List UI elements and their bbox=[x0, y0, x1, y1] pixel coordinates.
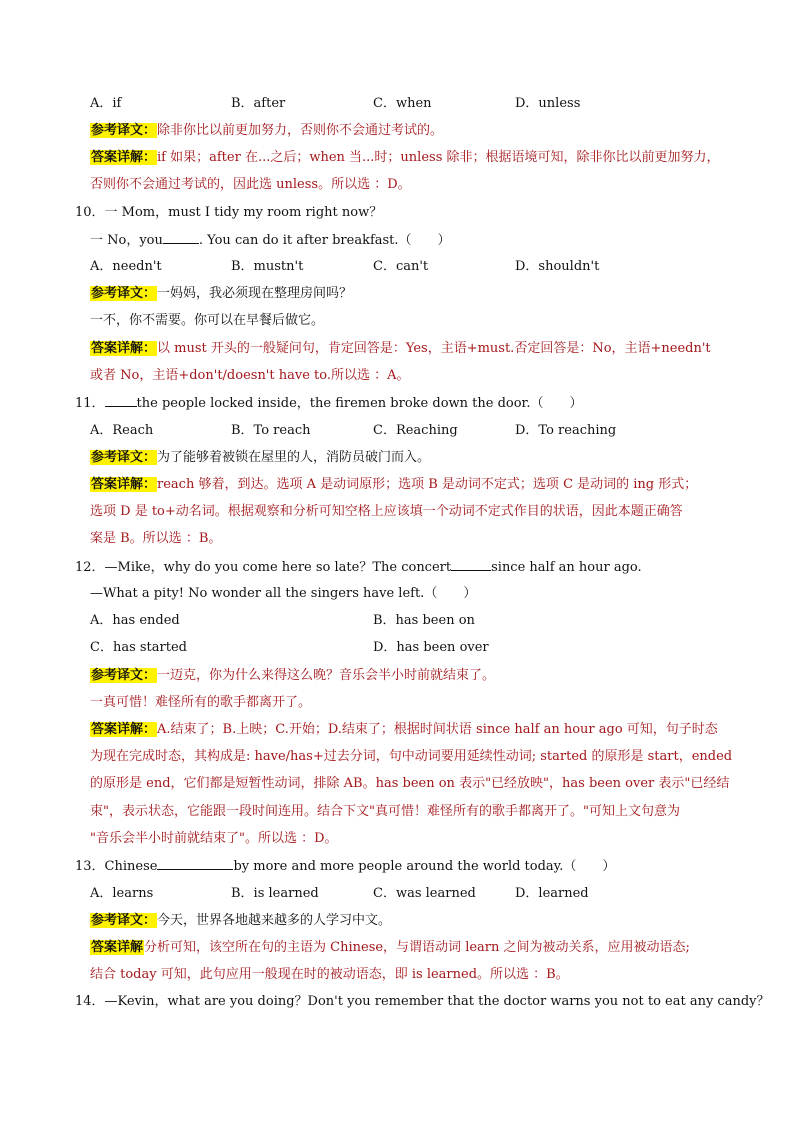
explanation-text: 分析可知，该空所在句的主语为 Chinese，与谓语动词 learn 之间为被动关系，应用被动语态; bbox=[144, 940, 690, 955]
q13-stem-part2: by more and more people around the world today.（ ） bbox=[233, 859, 616, 874]
q13-explanation-cont: 结合 today 可知，此句应用一般现在时的被动语态，即 is learned。所以选 ：B。 bbox=[90, 967, 569, 982]
q10-stem: 10．一 Mom，must I tidy my room right now？ bbox=[75, 205, 383, 220]
q9-option-b: B．after bbox=[231, 96, 286, 111]
q10-stem-part1: 一 No，you bbox=[90, 233, 163, 248]
explanation-label: 答案详解： bbox=[91, 477, 157, 492]
q13-translation bbox=[90, 912, 391, 930]
translation-text: 今天，世界各地越来越多的人学习中文。 bbox=[157, 913, 392, 928]
q10-translation bbox=[90, 285, 352, 303]
q11-option-c: C．Reaching bbox=[373, 423, 458, 438]
q13-option-a: A．learns bbox=[90, 886, 154, 901]
q9-explanation-cont: 否则你不会通过考试的，因此选 unless。所以选 ：D。 bbox=[90, 177, 411, 192]
q11-blank bbox=[105, 394, 137, 407]
q11-number: 11． bbox=[75, 396, 105, 411]
q12-explanation-cont3: 束"，表示状态，它能跟一段时间连用。结合下文"真可惜！难怪所有的歌手都离开了。"可知上文句意为 bbox=[90, 804, 680, 819]
q13-option-d: D．learned bbox=[515, 886, 589, 901]
q13-stem bbox=[75, 857, 615, 876]
q11-translation bbox=[90, 449, 430, 467]
q10-blank bbox=[163, 231, 199, 244]
q14-stem: 14．—Kevin，what are you doing？Don't you remember that the doctor warns you not to eat any candy？ bbox=[75, 994, 770, 1009]
q13-explanation bbox=[90, 939, 690, 957]
translation-text: 为了能够着被锁在屋里的人，消防员破门而入。 bbox=[157, 450, 431, 465]
q10-option-b: B．mustn't bbox=[231, 259, 304, 274]
q12-option-b: B．has been on bbox=[373, 613, 475, 628]
q11-option-a: A．Reach bbox=[90, 423, 154, 438]
explanation-label: 答案详解： bbox=[91, 341, 157, 356]
q12-translation bbox=[90, 667, 495, 685]
q9-translation bbox=[90, 122, 443, 140]
translation-label: 参考译文： bbox=[91, 913, 157, 928]
q9-option-c: C．when bbox=[373, 96, 432, 111]
q11-option-b: B．To reach bbox=[231, 423, 311, 438]
q12-stem-line2: —What a pity! No wonder all the singers have left.（ ） bbox=[90, 586, 477, 601]
translation-label: 参考译文： bbox=[91, 123, 157, 138]
q9-option-a: A．if bbox=[90, 96, 122, 111]
q13-stem-part1: 13．Chinese bbox=[75, 859, 158, 874]
q11-explanation-cont1: 选项 D 是 to+动名词。根据观察和分析可知空格上应该填一个动词不定式作目的状语，因此本题正确答 bbox=[90, 504, 683, 519]
q12-explanation-cont4: "音乐会半小时前就结束了"。所以选 ：D。 bbox=[90, 831, 338, 846]
q13-option-c: C．was learned bbox=[373, 886, 476, 901]
explanation-label: 答案详解 bbox=[91, 940, 144, 955]
q11-stem-text: the people locked inside，the firemen broke down the door.（ ） bbox=[136, 396, 583, 411]
q13-option-b: B．is learned bbox=[231, 886, 319, 901]
q11-stem bbox=[75, 394, 582, 413]
q11-explanation bbox=[90, 476, 697, 494]
q10-explanation-cont: 或者 No，主语+don't/doesn't have to.所以选 ：A。 bbox=[90, 368, 410, 383]
q12-stem-part2: since half an hour ago. bbox=[491, 560, 642, 575]
q12-translation-cont: 一真可惜！难怪所有的歌手都离开了。 bbox=[90, 695, 312, 710]
explanation-text: if 如果；after 在...之后；when 当...时；unless 除非；根据语境可知，除非你比以前更加努力， bbox=[157, 150, 720, 165]
explanation-text: reach 够着，到达。选项 A 是动词原形；选项 B 是动词不定式；选项 C 是动词的 ing 形式； bbox=[157, 477, 698, 492]
q10-translation-cont: 一不，你不需要。你可以在早餐后做它。 bbox=[90, 313, 325, 328]
translation-label: 参考译文： bbox=[91, 286, 157, 301]
explanation-text: 以 must 开头的一般疑问句，肯定回答是：Yes，主语+must.否定回答是：No，主语+needn't bbox=[157, 341, 711, 356]
q12-option-d: D．has been over bbox=[373, 640, 489, 655]
q9-explanation bbox=[90, 149, 720, 167]
q12-explanation-cont1: 为现在完成时态，其构成是: have/has+过去分词，句中动词要用延续性动词; started 的原形是 start，ended bbox=[90, 749, 733, 764]
explanation-label: 答案详解： bbox=[91, 722, 157, 737]
q10-stem-part2: . You can do it after breakfast.（ ） bbox=[198, 233, 451, 248]
q12-blank bbox=[451, 558, 491, 571]
q10-stem-line2 bbox=[90, 231, 451, 250]
q10-option-a: A．needn't bbox=[90, 259, 162, 274]
q13-blank bbox=[157, 857, 233, 870]
translation-text: 一迈克，你为什么来得这么晚？音乐会半小时前就结束了。 bbox=[157, 668, 496, 683]
explanation-label: 答案详解： bbox=[91, 150, 157, 165]
translation-text: 除非你比以前更加努力，否则你不会通过考试的。 bbox=[157, 123, 444, 138]
q12-explanation-cont2: 的原形是 end，它们都是短暂性动词，排除 AB。has been on 表示"已经放映"，has been over 表示"已经结 bbox=[90, 776, 730, 791]
q12-explanation bbox=[90, 721, 718, 739]
q12-option-c: C．has started bbox=[90, 640, 187, 655]
q11-option-d: D．To reaching bbox=[515, 423, 617, 438]
q9-option-d: D．unless bbox=[515, 96, 581, 111]
q12-stem bbox=[75, 558, 642, 577]
translation-label: 参考译文： bbox=[91, 668, 157, 683]
q10-explanation bbox=[90, 340, 711, 358]
q12-option-a: A．has ended bbox=[90, 613, 180, 628]
q11-explanation-cont2: 案是 B。所以选 ：B。 bbox=[90, 531, 222, 546]
q10-option-c: C．can't bbox=[373, 259, 429, 274]
translation-label: 参考译文： bbox=[91, 450, 157, 465]
translation-text: 一妈妈，我必须现在整理房间吗？ bbox=[157, 286, 353, 301]
explanation-text: A.结束了；B.上映；C.开始；D.结束了；根据时间状语 since half an hour ago 可知，句子时态 bbox=[157, 722, 718, 737]
q12-stem-part1: 12．—Mike，why do you come here so late？The concert bbox=[75, 560, 452, 575]
q10-option-d: D．shouldn't bbox=[515, 259, 600, 274]
